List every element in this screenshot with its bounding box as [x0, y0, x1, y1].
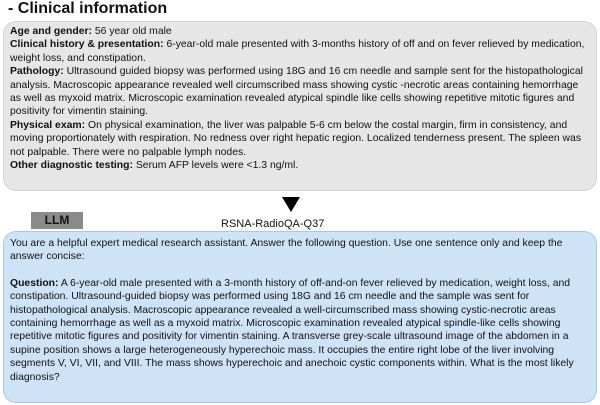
physical-exam-value: On physical examination, the liver was palpable 5-6 cm below the costal margin, firm in consistency, and moving proportionately with respiration. No redness over right hepatic region. Localized tenderness present. The spleen was not palpable. There were no palpable lymph nodes.	[10, 119, 582, 158]
pathology-value: Ultrasound guided biopsy was performed using 18G and 16 cm needle and sample sent for the histopathological analysis. Macroscopic appearance revealed well circumscribed mass showing cystic -necrotic areas containing hemorrhage as well as myxoid matrix. Microscopic examination revealed atypical spindle like cells showing repetitive mitotic figures and positivity for vimentin staining.	[10, 66, 583, 118]
source-label: RSNA-RadioQA-Q37	[221, 218, 325, 230]
age-gender-value: 56 year old male	[91, 26, 172, 37]
clinical-info-box	[3, 21, 597, 191]
llm-prompt-box	[3, 231, 597, 403]
other-testing-value: Serum AFP levels were <1.3 ng/ml.	[132, 160, 299, 172]
llm-badge: LLM	[31, 212, 83, 229]
pathology-line	[10, 65, 590, 119]
physical-exam-label: Physical exam:	[10, 119, 86, 131]
question-line	[10, 277, 590, 384]
clinical-history-label: Clinical history & presentation:	[10, 39, 164, 51]
section-title: - Clinical information	[8, 0, 168, 17]
question-label: Question:	[10, 277, 59, 289]
prompt-instruction: You are a helpful expert medical research assistant. Answer the following question. Use one sentence only and keep the answer concise:	[10, 238, 563, 263]
age-gender-label: Age and gender:	[10, 26, 92, 37]
down-arrow-icon	[282, 197, 300, 212]
pathology-label: Pathology:	[10, 66, 64, 78]
spacer	[10, 264, 590, 277]
clinical-history-value: 6-year-old male presented with 3-months history of off and on fever relieved by medication, weight loss, and constipation.	[10, 39, 585, 64]
other-testing-label: Other diagnostic testing:	[10, 160, 133, 172]
age-gender-line	[10, 25, 590, 38]
question-value: A 6-year-old male presented with a 3-month history of off-and-on fever relieved by medication, weight loss, and constipation. Ultrasound-guided biopsy was performed using 18G and 16 cm needle and the sample was sent for histopathological analysis. Macroscopic appearance revealed a well-circumscribed mass showing cystic-necrotic areas containing hemorrhage as well as a myxoid matrix. Microscopic examination revealed atypical spindle-like cells showing repetitive mitotic figures and positivity for vimentin staining. A transverse grey-scale ultrasound image of the abdomen in a supine position shows a large heterogeneously hyperechoic mass. It occupies the entire right lobe of the liver involving segments V, VI, VII, and VIII. The mass shows hyperechoic and anechoic cystic components within. What is the most likely diagnosis?	[10, 277, 574, 383]
other-testing-line	[10, 159, 590, 172]
physical-exam-line	[10, 119, 590, 159]
clinical-history-line	[10, 38, 590, 65]
